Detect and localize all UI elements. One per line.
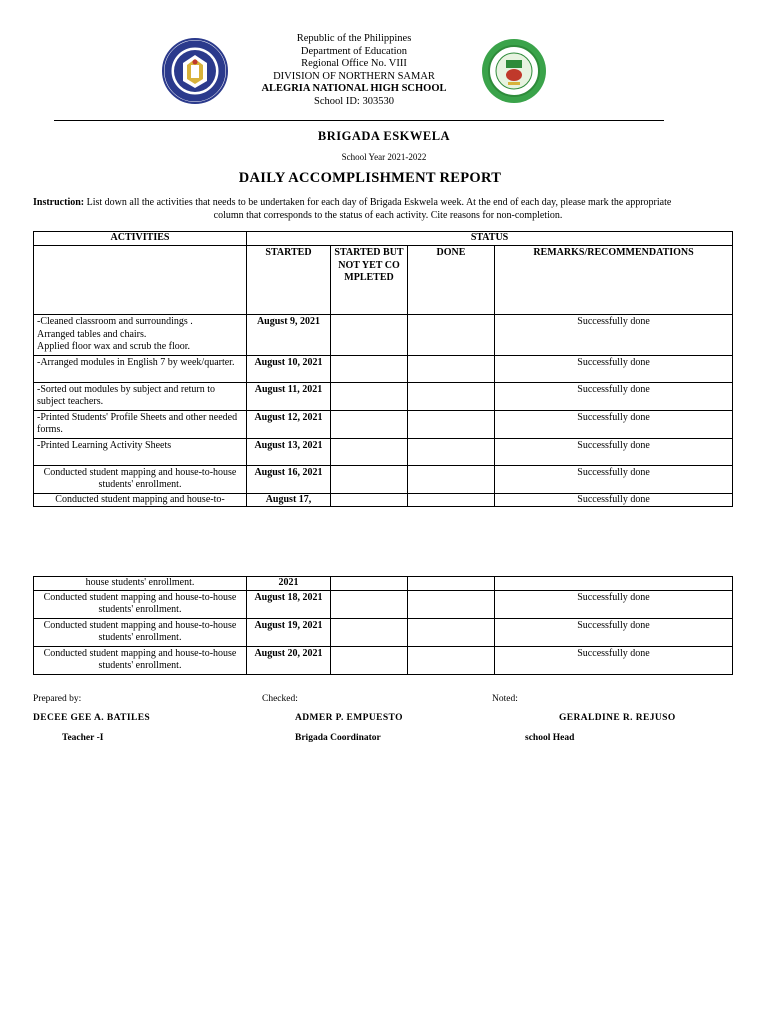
started-cell: August 11, 2021 (247, 382, 331, 410)
started-cell: August 13, 2021 (247, 438, 331, 465)
done-cell (408, 577, 495, 591)
remarks-cell: Successfully done (495, 410, 733, 438)
table-row (34, 438, 733, 465)
started-cell: August 12, 2021 (247, 410, 331, 438)
started-cell: August 18, 2021 (247, 590, 331, 618)
header-done: DONE (408, 246, 495, 315)
started-cell: August 17, (247, 493, 331, 507)
header-line-deped: Department of Education (300, 45, 408, 57)
header-remarks: REMARKS/RECOMMENDATIONS (495, 246, 733, 315)
school-name: ALEGRIA NATIONAL HIGH SCHOOL (261, 83, 447, 94)
activity-cell: Conducted student mapping and house-to- (34, 493, 247, 507)
started-not-completed-cell (331, 382, 408, 410)
table-row (34, 618, 733, 646)
school-year: School Year 2021-2022 (341, 152, 427, 162)
table-row (34, 315, 733, 356)
noted-by-title: school Head (525, 733, 575, 743)
started-not-completed-cell (331, 493, 408, 507)
header-line-region: Regional Office No. VIII (301, 58, 407, 69)
checked-by-title: Brigada Coordinator (295, 733, 381, 743)
checked-label: Checked: (262, 694, 298, 704)
done-cell (408, 646, 495, 674)
table-row (34, 355, 733, 382)
header-started: STARTED (247, 246, 331, 315)
checked-by-name: ADMER P. EMPUESTO (295, 713, 403, 723)
activity-cell: Conducted student mapping and house-to-house students' enrollment. (34, 618, 247, 646)
started-not-completed-cell (331, 410, 408, 438)
report-table-top (33, 231, 733, 507)
activity-cell: -Printed Students' Profile Sheets and other needed forms. (34, 410, 247, 438)
done-cell (408, 315, 495, 356)
activity-cell: -Arranged modules in English 7 by week/quarter. (34, 355, 247, 382)
instruction-label: Instruction: (33, 197, 85, 208)
noted-label: Noted: (492, 694, 518, 704)
remarks-cell: Successfully done (495, 465, 733, 493)
remarks-cell: Successfully done (495, 315, 733, 356)
remarks-cell: Successfully done (495, 618, 733, 646)
report-title: DAILY ACCOMPLISHMENT REPORT (238, 170, 502, 186)
started-not-completed-cell (331, 315, 408, 356)
instruction-body-2: column that corresponds to the status of each activity. Cite reasons for non-completion. (213, 210, 563, 221)
activity-cell: Conducted student mapping and house-to-house students' enrollment. (34, 646, 247, 674)
activity-cell: -Cleaned classroom and surroundings . Arranged tables and chairs. Applied floor wax and scrub the floor. (34, 315, 247, 356)
done-cell (408, 618, 495, 646)
started-cell: August 19, 2021 (247, 618, 331, 646)
remarks-cell: Successfully done (495, 590, 733, 618)
table-row (34, 493, 733, 507)
header-activities: ACTIVITIES (34, 232, 247, 246)
instruction-body: List down all the activities that needs to be undertaken for each day of Brigada Eskwela week. At the end of each day, please mark the appropriate (84, 197, 672, 208)
started-not-completed-cell (331, 465, 408, 493)
done-cell (408, 410, 495, 438)
started-not-completed-cell (331, 577, 408, 591)
done-cell (408, 355, 495, 382)
table-row (34, 590, 733, 618)
report-table-bottom (33, 576, 733, 675)
activity-cell: Conducted student mapping and house-to-house students' enrollment. (34, 590, 247, 618)
remarks-cell: Successfully done (495, 646, 733, 674)
table-row (34, 382, 733, 410)
started-cell: August 20, 2021 (247, 646, 331, 674)
school-id: School ID: 303530 (314, 95, 394, 107)
header-divider (54, 120, 664, 121)
started-not-completed-cell (331, 590, 408, 618)
noted-by-name: GERALDINE R. REJUSO (559, 713, 676, 723)
done-cell (408, 465, 495, 493)
done-cell (408, 493, 495, 507)
done-cell (408, 382, 495, 410)
header-started-not-completed: STARTED BUT NOT YET COMPLETED (331, 246, 408, 315)
started-cell: August 9, 2021 (247, 315, 331, 356)
table-row (34, 465, 733, 493)
school-seal-logo (481, 38, 547, 104)
started-not-completed-cell (331, 618, 408, 646)
started-cell: August 10, 2021 (247, 355, 331, 382)
header-activities-blank (34, 246, 247, 315)
activity-cell: Conducted student mapping and house-to-house students' enrollment. (34, 465, 247, 493)
remarks-cell: Successfully done (495, 493, 733, 507)
table-row (34, 410, 733, 438)
program-title: BRIGADA ESKWELA (317, 129, 451, 143)
started-cell: 2021 (247, 577, 331, 591)
table-row (34, 577, 733, 591)
activity-cell: house students' enrollment. (34, 577, 247, 591)
prepared-by-label: Prepared by: (33, 694, 82, 704)
remarks-cell: Successfully done (495, 355, 733, 382)
header-line-division: DIVISION OF NORTHERN SAMAR (273, 70, 435, 82)
table-row (34, 646, 733, 674)
remarks-cell: Successfully done (495, 438, 733, 465)
done-cell (408, 438, 495, 465)
started-not-completed-cell (331, 438, 408, 465)
remarks-cell (495, 577, 733, 591)
deped-seal-logo (162, 38, 228, 104)
prepared-by-title: Teacher -I (62, 733, 104, 743)
header-line-republic: Republic of the Philippines (296, 33, 412, 44)
activity-cell: -Printed Learning Activity Sheets (34, 438, 247, 465)
done-cell (408, 590, 495, 618)
prepared-by-name: DECEE GEE A. BATILES (33, 713, 151, 723)
instruction-text (33, 196, 743, 222)
header-status: STATUS (247, 232, 733, 246)
remarks-cell: Successfully done (495, 382, 733, 410)
activity-cell: -Sorted out modules by subject and return to subject teachers. (34, 382, 247, 410)
started-not-completed-cell (331, 646, 408, 674)
started-not-completed-cell (331, 355, 408, 382)
started-cell: August 16, 2021 (247, 465, 331, 493)
